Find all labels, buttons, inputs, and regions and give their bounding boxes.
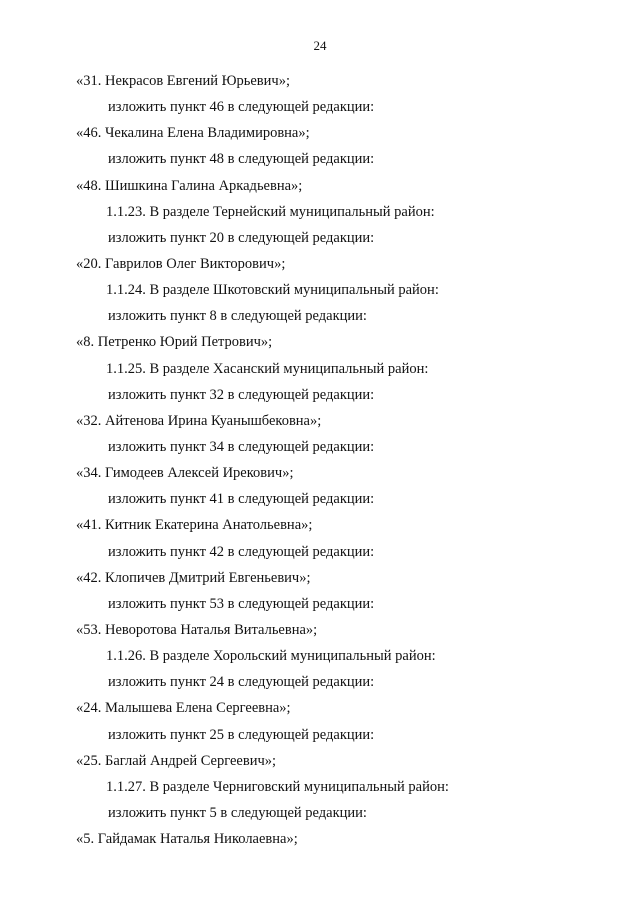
name-entry-line: «32. Айтенова Ирина Куанышбековна»; (76, 412, 322, 429)
section-heading-line: 1.1.24. В разделе Шкотовский муниципальный район: (106, 282, 439, 299)
name-entry-line: «31. Некрасов Евгений Юрьевич»; (76, 73, 290, 89)
section-heading-line: 1.1.23. В разделе Тернейский муниципальный район: (106, 203, 435, 220)
page-number: 24 (313, 38, 327, 53)
instruction-line: изложить пункт 53 в следующей редакции: (108, 595, 375, 612)
name-entry-line: «53. Неворотова Наталья Витальевна»; (76, 621, 318, 638)
instruction-line: изложить пункт 42 в следующей редакции: (108, 543, 375, 560)
section-heading-line: 1.1.27. В разделе Черниговский муниципальный район: (106, 778, 449, 795)
instruction-line: изложить пункт 5 в следующей редакции: (108, 804, 367, 821)
instruction-line: изложить пункт 48 в следующей редакции: (108, 151, 375, 168)
name-entry-line: «8. Петренко Юрий Петрович»; (76, 334, 273, 351)
name-entry-line: «34. Гимодеев Алексей Ирекович»; (76, 465, 294, 482)
instruction-line: изложить пункт 25 в следующей редакции: (108, 726, 375, 743)
section-heading-line: 1.1.26. В разделе Хорольский муниципальный район: (106, 648, 436, 665)
instruction-line: изложить пункт 24 в следующей редакции: (108, 674, 375, 691)
instruction-line: изложить пункт 20 в следующей редакции: (108, 229, 375, 246)
instruction-line: изложить пункт 46 в следующей редакции: (108, 99, 375, 116)
name-entry-line: «41. Китник Екатерина Анатольевна»; (76, 517, 313, 534)
instruction-line: изложить пункт 32 в следующей редакции: (108, 386, 375, 403)
name-entry-line: «24. Малышева Елена Сергеевна»; (76, 700, 291, 717)
document-body (0, 71, 640, 855)
instruction-line: изложить пункт 41 в следующей редакции: (108, 491, 375, 508)
name-entry-line: «5. Гайдамак Наталья Николаевна»; (76, 831, 298, 848)
instruction-line: изложить пункт 34 в следующей редакции: (108, 438, 375, 455)
section-heading-line: 1.1.25. В разделе Хасанский муниципальный район: (106, 360, 429, 377)
name-entry-line: «48. Шишкина Галина Аркадьевна»; (76, 177, 303, 194)
name-entry-line: «20. Гаврилов Олег Викторович»; (76, 255, 286, 272)
name-entry-line: «25. Баглай Андрей Сергеевич»; (76, 752, 277, 769)
name-entry-line: «46. Чекалина Елена Владимировна»; (76, 125, 310, 142)
instruction-line: изложить пункт 8 в следующей редакции: (108, 308, 367, 325)
name-entry-line: «42. Клопичев Дмитрий Евгеньевич»; (76, 569, 311, 586)
